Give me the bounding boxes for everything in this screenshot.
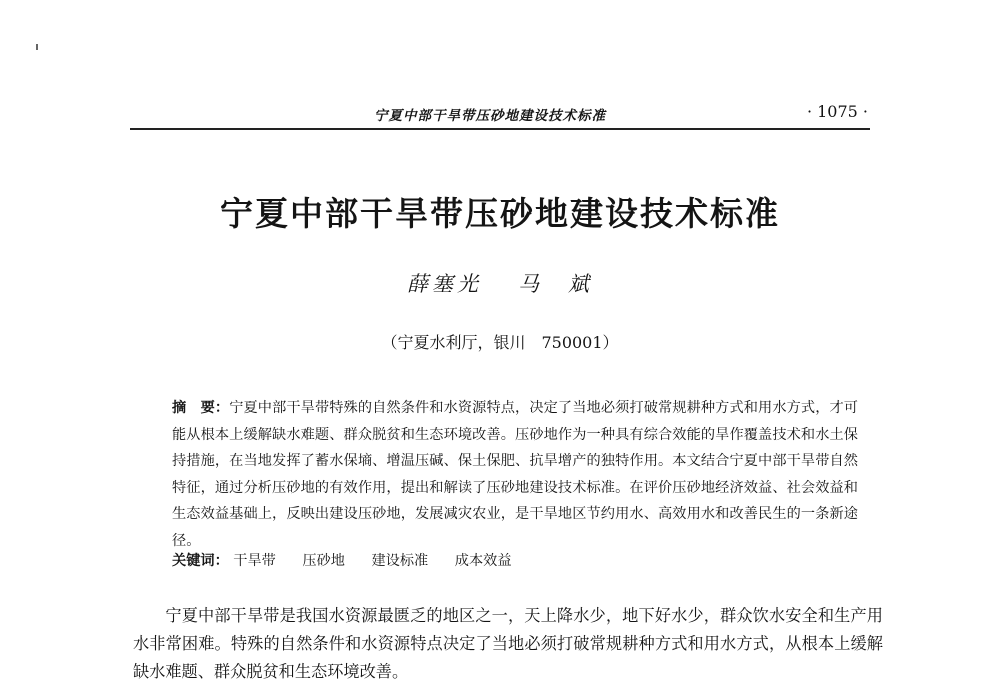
article-title: 宁夏中部干旱带压砂地建设技术标准 <box>220 194 780 233</box>
keyword: 建设标准 <box>371 553 429 569</box>
running-header <box>130 104 870 130</box>
keyword: 干旱带 <box>233 553 276 569</box>
keyword: 成本效益 <box>454 553 512 569</box>
keywords <box>172 549 858 573</box>
page-number: · 1075 · <box>806 102 868 121</box>
abstract-label: 摘 要： <box>172 400 230 416</box>
keyword: 压砂地 <box>302 553 345 569</box>
author-list <box>0 268 1000 298</box>
body-paragraph: 宁夏中部干旱带是我国水资源最匮乏的地区之一，天上降水少，地下好水少，群众饮水安全和生产用水非常困难。特殊的自然条件和水资源特点决定了当地必须打破常规耕种方式和用水方式，从根本上缓解缺水难题、群众脱贫和生态环境改善。 <box>133 606 883 681</box>
abstract <box>172 395 858 555</box>
author-name: 薛塞光 <box>407 272 482 296</box>
running-title: 宁夏中部干旱带压砂地建设技术标准 <box>374 108 606 124</box>
author-affiliation: （宁夏水利厅，银川 750001） <box>381 333 619 352</box>
abstract-text: 宁夏中部干旱带特殊的自然条件和水资源特点，决定了当地必须打破常规耕种方式和用水方式，才可能从根本上缓解缺水难题、群众脱贫和生态环境改善。压砂地作为一种具有综合效能的旱作覆盖技术和水土保持措施，在当地发挥了蓄水保墒、增温压碱、保土保肥、抗旱增产的独特作用。本文结合宁夏中部干旱带自然特征，通过分析压砂地的有效作用，提出和解读了压砂地建设技术标准。在评价压砂地经济效益、社会效益和生态效益基础上，反映出建设压砂地，发展减灾农业，是干旱地区节约用水、高效用水和改善民生的一条新途径。 <box>172 400 858 549</box>
scan-speck <box>36 44 38 50</box>
author-name: 马 斌 <box>518 272 593 296</box>
keywords-label: 关键词： <box>172 553 229 569</box>
